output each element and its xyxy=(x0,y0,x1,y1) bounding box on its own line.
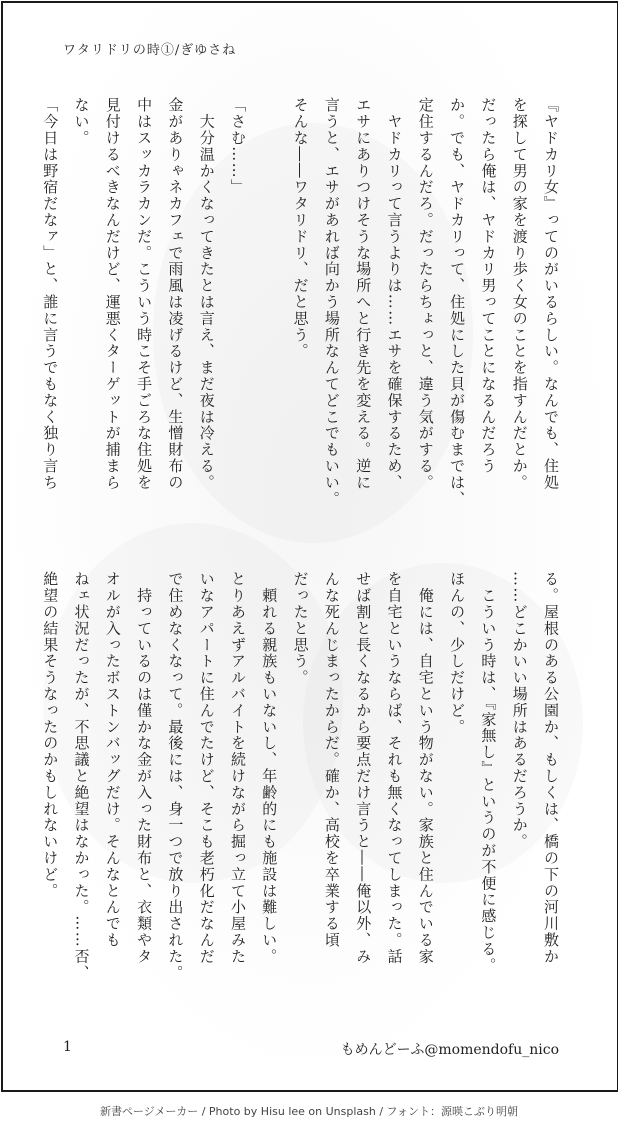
page-number: 1 xyxy=(63,1039,72,1055)
text-column: を自宅というならば、それも無くなってしまった。話 xyxy=(385,571,404,965)
text-column: いなアパートに住んでたけど、そこも老朽化だなんだ xyxy=(197,571,216,965)
text-column: 絶望の結果そうなったのかもしれないけど。 xyxy=(41,571,60,899)
text-column: だったら俺は、ヤドカリ男ってことになるんだろう xyxy=(479,97,498,475)
text-column: 俺には、自宅という物がない。家族と住んでいる家 xyxy=(416,571,435,965)
credit-line: 新書ページメーカー / Photo by Hisu lee on Unsplash / フォント：源暎こぶり明朝 xyxy=(100,1105,518,1118)
text-column: エサにありつけそうな場所へと行き先を変える。逆に xyxy=(354,97,373,491)
text-column: ほんの、少しだけど。 xyxy=(448,571,467,735)
work-title: ワタリドリの時①/ぎゆさね xyxy=(63,43,237,58)
text-column: 定住するんだろ。だったらちょっと、違う気がする。 xyxy=(416,97,435,491)
text-column: とりあえずアルバイトを続けながら掘っ立て小屋みた xyxy=(229,571,247,965)
text-column: 中はスッカラカンだ。こういう時こそ手ごろな住処を xyxy=(135,97,154,491)
text-column: 言うと、エサがあれば向かう場所なんてどこでもいい。 xyxy=(322,97,341,507)
text-column: ……どこかいい場所はあるだろうか。 xyxy=(510,571,529,850)
text-column: 大分温かくなってきたとは言え、まだ夜は冷える。 xyxy=(197,97,216,491)
text-column: だったと思う。 xyxy=(291,571,310,686)
text-column: 金がありゃネカフェで雨風は凌げるけど、生憎財布の xyxy=(166,97,185,491)
text-column: 「今日は野宿だなァ」と、誰に言うでもなく独り言ち xyxy=(41,97,60,491)
text-column: 「さむ……」 xyxy=(229,97,247,196)
text-column: 見付けるべきなんだけど、運悪くターゲットが捕まら xyxy=(103,97,122,491)
text-column: んな死んじまったからだ。確か、高校を卒業する頃 xyxy=(322,571,341,949)
text-column: 『ヤドカリ女』ってのがいるらしい。なんでも、住処 xyxy=(542,97,560,491)
text-column: で住めなくなって。最後には、身一つで放り出された。 xyxy=(166,571,185,981)
text-column: る。屋根のある公園か、もしくは、橋の下の河川敷か xyxy=(542,571,560,965)
background-flower xyxy=(303,563,583,883)
text-column: を探して男の家を渡り歩く女のことを指すんだとか。 xyxy=(510,97,529,491)
text-column: オルが入ったボストンバッグだけ。そんなとんでも xyxy=(103,571,122,949)
text-column: ねェ状況だったが、不思議と絶望はなかった。……否、 xyxy=(72,571,91,981)
text-column: ない。 xyxy=(72,97,91,147)
text-column: か。でも、ヤドカリって、住処にした貝が傷むまでは、 xyxy=(448,97,467,507)
text-column: せば割と長くなるから要点だけ言うと――俺以外、み xyxy=(354,571,373,965)
text-column: こういう時は、『家無し』というのが不便に感じる。 xyxy=(479,571,498,974)
text-column: 持っているのは僅かな金が入った財布と、衣類やタ xyxy=(135,571,154,965)
text-column: ヤドカリって言うよりは……エサを確保するため、 xyxy=(385,97,404,491)
text-column: 頼れる親族もいないし、年齢的にも施設は難しい。 xyxy=(260,571,279,965)
author-handle: もめんどーふ@momendofu_nico xyxy=(340,1042,559,1058)
text-column: そんな――ワタリドリ、だと思う。 xyxy=(291,97,310,360)
page-frame xyxy=(1,1,618,1092)
